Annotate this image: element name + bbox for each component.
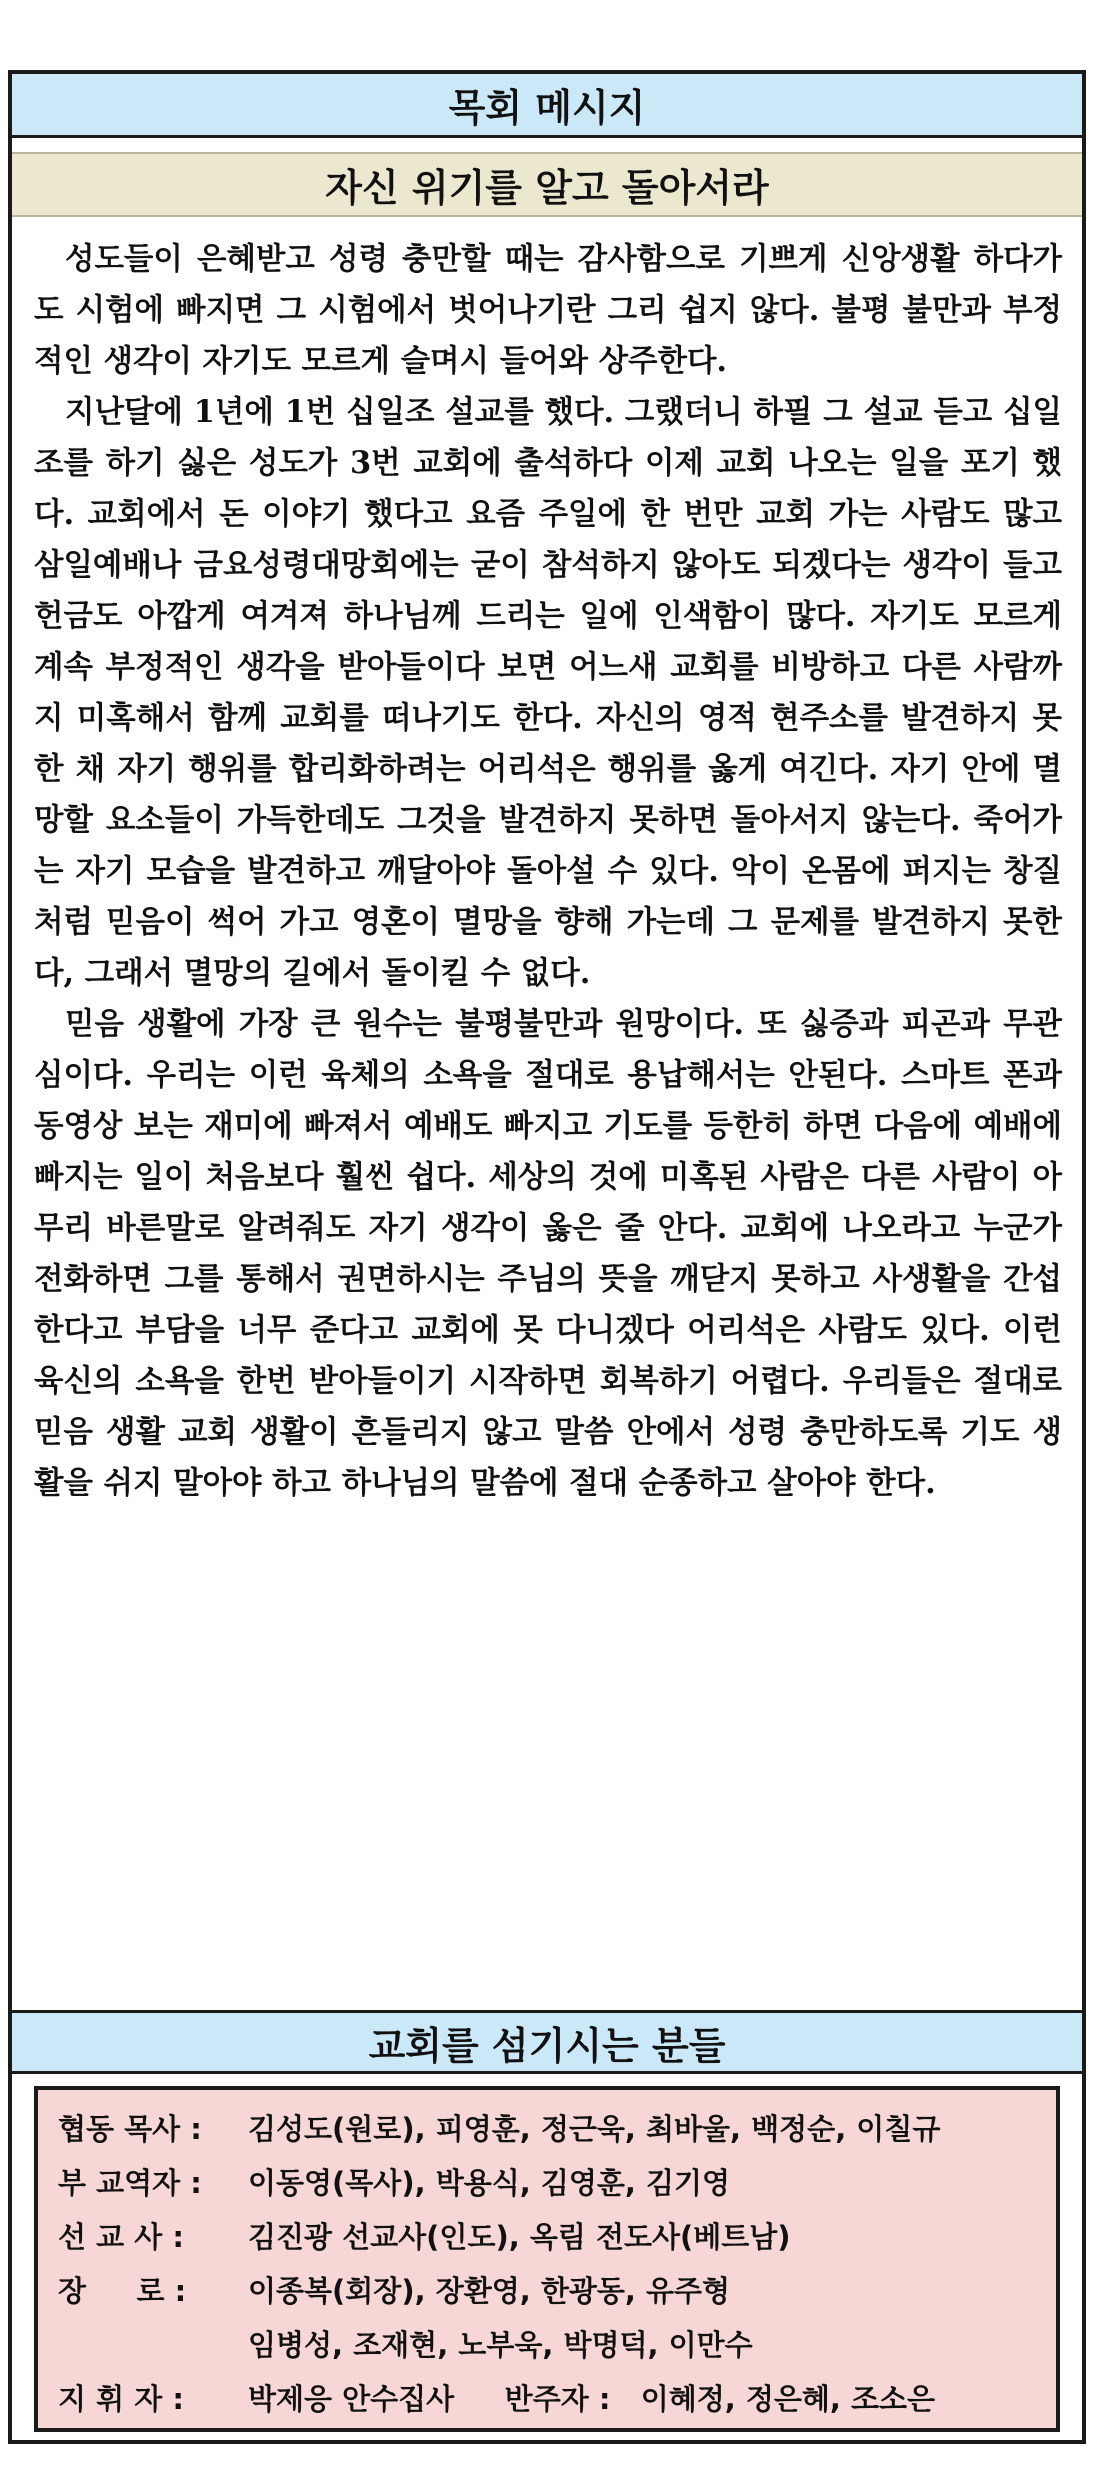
staff-names: 이동영(목사), 박용식, 김영훈, 김기영 bbox=[248, 2165, 731, 2200]
staff-row bbox=[58, 2100, 1056, 2154]
sermon-title: 자신 위기를 알고 돌아서라 bbox=[12, 152, 1082, 217]
sermon-paragraph: 지난달에 1년에 1번 십일조 설교를 했다. 그랬더니 하필 그 설교 듣고 십일조를 하기 싫은 성도가 3번 교회에 출석하다 이제 교회 나오는 일을 포기 했다. 교회에서 돈 이야기 했다고 요즘 주일에 한 번만 교회 가는 사람도 많고 삼일예배나 금요성령대망회에는 굳이 참석하지 않아도 되겠다는 생각이 들고 헌금도 아깝게 여겨져 하나님께 드리는 일에 인색함이 많다. 자기도 모르게 계속 부정적인 생각을 받아들이다 보면 어느새 교회를 비방하고 다른 사람까지 미혹해서 함께 교회를 떠나기도 한다. 자신의 영적 현주소를 발견하지 못한 채 자기 행위를 합리화하려는 어리석은 행위를 옳게 여긴다. 자기 안에 멸망할 요소들이 가득한데도 그것을 발견하지 못하면 돌아서지 않는다. 죽어가는 자기 모습을 발견하고 깨달아야 돌아설 수 있다. 악이 온몸에 퍼지는 창질 처럼 믿음이 썩어 가고 영혼이 멸망을 향해 가는데 그 문제를 발견하지 못한다, 그래서 멸망의 길에서 돌이킬 수 없다. bbox=[34, 394, 1062, 991]
staff-role: 선 교 사 : bbox=[58, 2219, 184, 2254]
staff-names: 김성도(원로), 피영훈, 정근욱, 최바울, 백정순, 이칠규 bbox=[248, 2111, 941, 2146]
staff-row bbox=[58, 2262, 1056, 2316]
staff-role: 장 로 : bbox=[58, 2273, 187, 2308]
sermon-paragraph: 믿음 생활에 가장 큰 원수는 불평불만과 원망이다. 또 싫증과 피곤과 무관심이다. 우리는 이런 육체의 소욕을 절대로 용납해서는 안된다. 스마트 폰과 동영상 보는 재미에 빠져서 예배도 빠지고 기도를 등한히 하면 다음에 예배에 빠지는 일이 처음보다 훨씬 쉽다. 세상의 것에 미혹된 사람은 다른 사람이 아무리 바른말로 알려줘도 자기 생각이 옳은 줄 안다. 교회에 나오라고 누군가 전화하면 그를 통해서 권면하시는 주님의 뜻을 깨닫지 못하고 사생활을 간섭한다고 부담을 너무 준다고 교회에 못 다니겠다 어리석은 사람도 있다. 이런 육신의 소욕을 한번 받아들이기 시작하면 회복하기 어렵다. 우리들은 절대로 믿음 생활 교회 생활이 흔들리지 않고 말씀 안에서 성령 충만하도록 기도 생활을 쉬지 말아야 하고 하나님의 말씀에 절대 순종하고 살아야 한다. bbox=[34, 1006, 1062, 1501]
staff-row bbox=[58, 2370, 1056, 2424]
staff-row bbox=[58, 2316, 1056, 2370]
staff-role: 협동 목사 : bbox=[58, 2111, 202, 2146]
staff-role: 지 휘 자 : bbox=[58, 2381, 184, 2416]
staff-list bbox=[34, 2086, 1060, 2432]
section-header-staff: 교회를 섬기시는 분들 bbox=[12, 2010, 1082, 2074]
staff-row bbox=[58, 2154, 1056, 2208]
staff-names: 이종복(회장), 장환영, 한광동, 유주형 bbox=[248, 2273, 731, 2308]
sermon-body bbox=[34, 234, 1062, 1509]
section-header-pastoral-message: 목회 메시지 bbox=[12, 74, 1082, 138]
staff-row bbox=[58, 2208, 1056, 2262]
bulletin-frame bbox=[8, 70, 1086, 2444]
staff-names: 김진광 선교사(인도), 옥림 전도사(베트남) bbox=[248, 2219, 791, 2254]
staff-names: 임병성, 조재현, 노부욱, 박명덕, 이만수 bbox=[248, 2327, 753, 2362]
sermon-paragraph: 성도들이 은혜받고 성령 충만할 때는 감사함으로 기쁘게 신앙생활 하다가도 시험에 빠지면 그 시험에서 벗어나기란 그리 쉽지 않다. 불평 불만과 부정적인 생각이 자기도 모르게 슬며시 들어와 상주한다. bbox=[34, 241, 1062, 379]
staff-names: 박제응 안수집사 반주자 : 이혜정, 정은혜, 조소은 bbox=[248, 2381, 936, 2416]
staff-role: 부 교역자 : bbox=[58, 2165, 202, 2200]
